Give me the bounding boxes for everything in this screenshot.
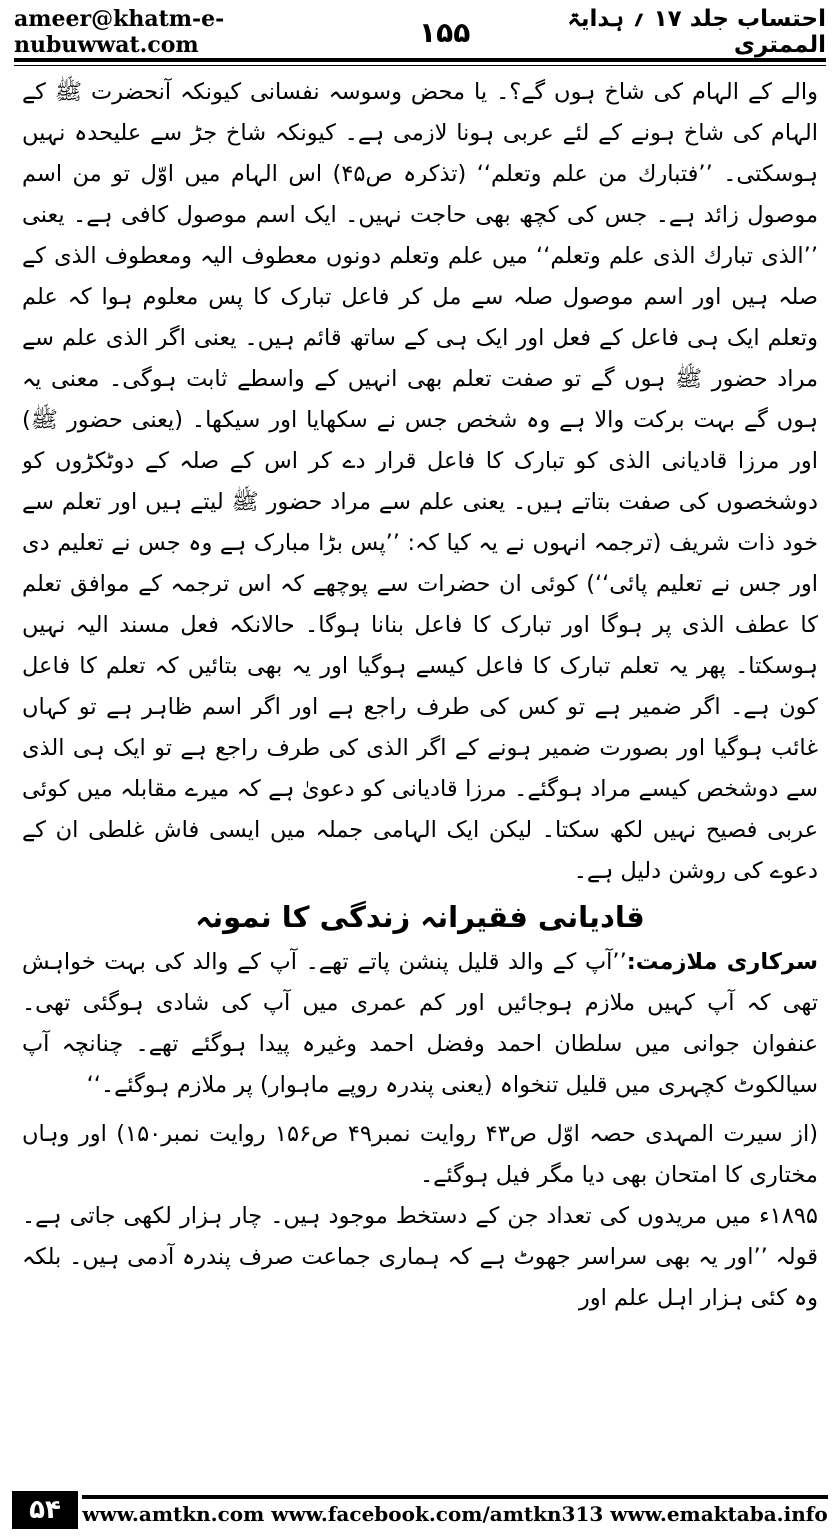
paragraph-3: (از سیرت المہدی حصہ اوّل ص۴۳ روایت نمبر۴۹ ص۱۵۶ روایت نمبر۱۵۰) اور وہاں مختاری کا امتحان بھی دیا مگر فیل ہوگئے۔ (22, 1121, 818, 1188)
paragraph-1: والے کے الہام کی شاخ ہوں گے؟۔ یا محض وسوسہ نفسانی کیونکہ آنحضرت ﷺ کے الہام کی شاخ ہونے کے لئے عربی ہونا لازمی ہے۔ کیونکہ شاخ جڑ سے علیحدہ نہیں ہوسکتی۔ ’’فتبارك من علم وتعلم‘‘ (تذکرہ ص۴۵) اس الہام میں اوّل تو من اسم موصول زائد ہے۔ جس کی کچھ بھی حاجت نہیں۔ ایک اسم موصول کافی ہے۔ یعنی ’’الذی تبارك الذی علم وتعلم‘‘ میں علم وتعلم دونوں معطوف الیہ ومعطوف الذی کے صلہ ہیں اور اسم موصول صلہ سے مل کر فاعل تبارک کا پس معلوم ہوا کہ علم وتعلم ایک ہی فاعل کے فعل اور ایک ہی کے ساتھ قائم ہیں۔ یعنی اگر الذی علم سے مراد حضور ﷺ ہوں گے تو صفت تعلم بھی انہیں کے واسطے ثابت ہوگی۔ معنی یہ ہوں گے بہت برکت والا ہے وہ شخص جس نے سکھایا اور سیکھا۔ (یعنی حضور ﷺ) اور مرزا قادیانی الذی کو تبارک کا فاعل قرار دے کر اس کے صلہ کے دوٹکڑوں کو دوشخصوں کی صفت بتاتے ہیں۔ یعنی علم سے مراد حضور ﷺ لیتے ہیں اور تعلم سے خود ذات شریف (ترجمہ انہوں نے یہ کیا کہ: ’’پس بڑا مبارک ہے وہ جس نے تعلیم دی اور جس نے تعلیم پائی‘‘) کوئی ان حضرات سے پوچھے کہ اس ترجمہ کے موافق تعلم کا عطف الذی پر ہوگا اور تبارک کا فاعل بنانا ہوگا۔ حالانکہ فعل مسند الیہ نہیں ہوسکتا۔ پھر یہ تعلم تبارک کا فاعل کیسے ہوگیا اور یہ بھی بتائیں کہ تعلم کا فاعل کون ہے۔ اگر ضمیر ہے تو کس کی طرف راجع ہے اور اگر اسم ظاہر ہے تو کہاں غائب ہوگیا اور بصورت ضمیر ہونے کے اگر الذی کی طرف راجع ہے تو ایک ہی الذی سے دوشخص کیسے مراد ہوگئے۔ مرزا قادیانی کو دعویٰ ہے کہ میرے مقابلہ میں کوئی عربی فصیح نہیں لکھ سکتا۔ لیکن ایک الہامی جملہ میں ایسی فاش غلطی ان کے دعوے کی روشن دلیل ہے۔ (22, 79, 818, 884)
page-body (22, 72, 818, 1447)
paragraph-2-text: ’’آپ کے والد قلیل پنشن پاتے تھے۔ آپ کے والد کی بہت خواہش تھی کہ آپ کہیں ملازم ہوجائیں اور کم عمری میں آپ کی شادی ہوگئی تھی۔ عنفوان جوانی میں سلطان احمد وفضل احمد وغیرہ پیدا ہوگئے تھے۔ چنانچہ آپ سیالکوٹ کچہری میں قلیل تنخواہ (یعنی پندرہ روپے ماہوار) پر ملازم ہوگئے۔‘‘ (22, 949, 818, 1098)
page-footer (12, 1488, 828, 1532)
footer-right (82, 1495, 828, 1526)
paragraph-2-lead: سرکاری ملازمت: (626, 949, 818, 975)
paragraph-2 (22, 942, 818, 1106)
footer-page-number: ۵۴ (12, 1491, 78, 1529)
header-book-title: احتساب جلد ۱۷ ؍ ہدایۃ الممتری (567, 6, 826, 58)
header-email: ameer@khatm-e-nubuwwat.com (14, 6, 225, 58)
header-page-number: ۱۵۵ (419, 15, 471, 49)
page-header (14, 6, 826, 58)
header-rule (14, 58, 826, 62)
section-heading: قادیانی فقیرانہ زندگی کا نمونہ (195, 900, 645, 934)
footer-rule (82, 1495, 828, 1499)
paragraph-4: ۱۸۹۵ء میں مریدوں کی تعداد جن کے دستخط موجود ہیں۔ چار ہزار لکھی جاتی ہے۔ قولہ ’’اور یہ بھی سراسر جھوٹ ہے کہ ہماری جماعت صرف پندرہ آدمی ہیں۔ بلکہ وہ کئی ہزار اہل علم اور (22, 1203, 818, 1311)
header-rule-thin (14, 65, 826, 66)
header-left (14, 6, 470, 58)
footer-urls: www.amtkn.com www.facebook.com/amtkn313 www.emaktaba.info (82, 1501, 828, 1526)
